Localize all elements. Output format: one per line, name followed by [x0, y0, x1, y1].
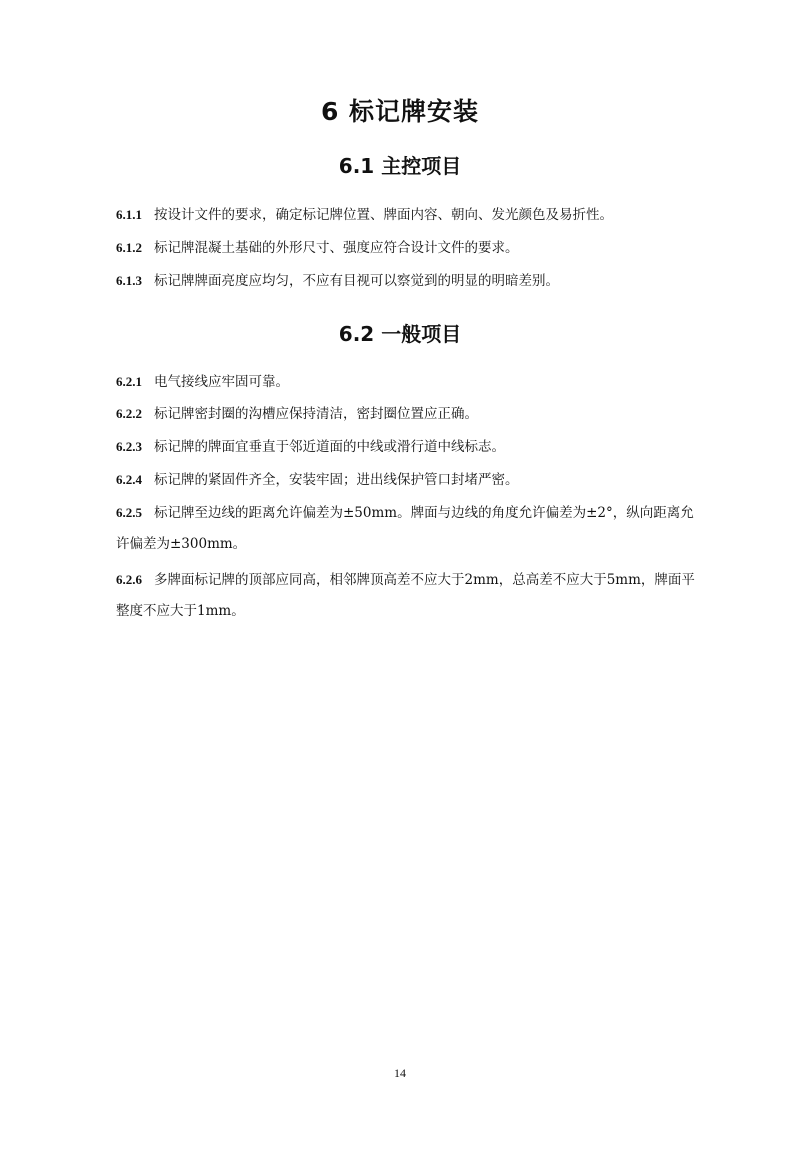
clause-6-2-5: [116, 497, 706, 560]
clause-text: 按设计文件的要求，确定标记牌位置、牌面内容、朝向、发光颜色及易折性。: [154, 207, 613, 223]
clause-text: 电气接线应牢固可靠。: [154, 374, 289, 390]
clause-text: 多牌面标记牌的顶部应同高，相邻牌顶高差不应大于2mm，总高差不应大于5mm，牌面平整度不应大于1mm。: [116, 572, 695, 619]
clause-6-2-4: [116, 464, 706, 496]
clause-text: 标记牌的牌面宜垂直于邻近道面的中线或滑行道中线标志。: [154, 439, 505, 455]
clause-number: 6.2.1: [116, 374, 142, 389]
clause-6-2-3: [116, 431, 706, 463]
clause-number: 6.1.2: [116, 240, 142, 255]
clause-number: 6.1.3: [116, 273, 142, 288]
clause-number: 6.2.4: [116, 472, 142, 487]
clause-number: 6.2.3: [116, 439, 142, 454]
clause-text: 标记牌至边线的距离允许偏差为±50mm。牌面与边线的角度允许偏差为±2°，纵向距离允许偏差为±300mm。: [116, 505, 694, 552]
clause-number: 6.2.2: [116, 406, 142, 421]
page-number: 14: [394, 1066, 406, 1080]
clause-number: 6.1.1: [116, 207, 142, 222]
clause-text: 标记牌混凝土基础的外形尺寸、强度应符合设计文件的要求。: [154, 240, 519, 256]
clause-number: 6.2.6: [116, 572, 142, 587]
clause-number: 6.2.5: [116, 505, 142, 520]
clause-6-1-3: [116, 265, 706, 297]
section-title-6-1: 6.1 主控项目: [338, 154, 462, 178]
chapter-title: 6 标记牌安装: [320, 97, 480, 126]
clause-6-2-6: [116, 564, 706, 627]
clause-text: 标记牌的紧固件齐全，安装牢固；进出线保护管口封堵严密。: [154, 472, 519, 488]
clause-6-2-1: [116, 366, 706, 398]
clause-6-1-1: [116, 199, 706, 231]
clause-text: 标记牌牌面亮度应均匀，不应有目视可以察觉到的明显的明暗差别。: [154, 273, 559, 289]
clause-6-1-2: [116, 232, 706, 264]
clause-6-2-2: [116, 398, 706, 430]
clause-text: 标记牌密封圈的沟槽应保持清洁，密封圈位置应正确。: [154, 406, 478, 422]
section-title-6-2: 6.2 一般项目: [338, 322, 462, 346]
